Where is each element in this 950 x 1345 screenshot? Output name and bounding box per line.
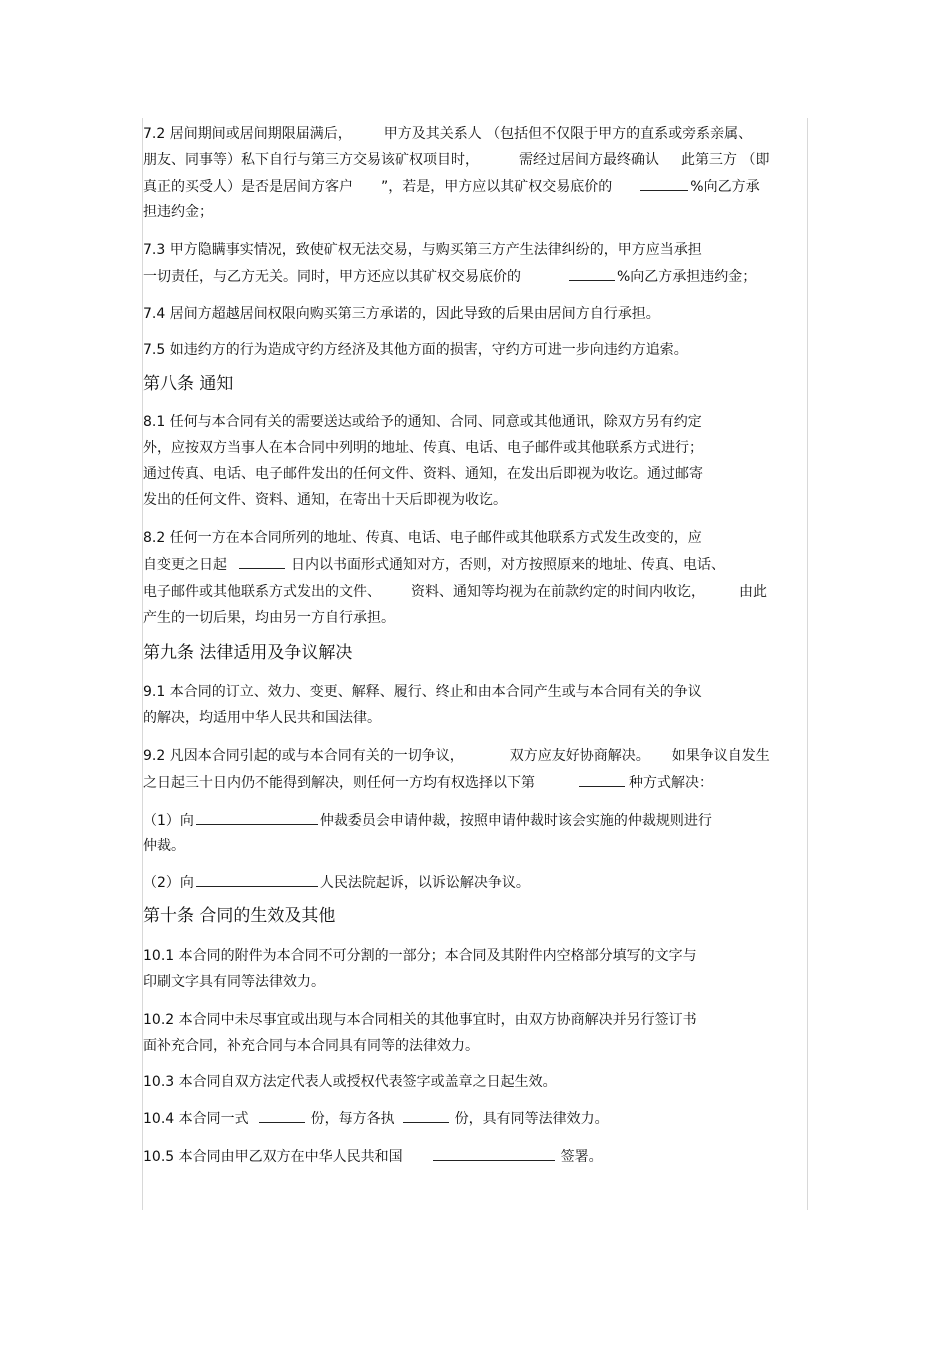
clause-10-5-text-b: 签署。 — [560, 1149, 603, 1165]
clause-7-3-text-b: %向乙方承担违约金； — [617, 269, 757, 285]
clause-10-5-text-a: 10.5 本合同由甲乙双方在中华人民共和国 — [143, 1149, 403, 1165]
clause-8-2-line-4: 产生的一切后果，均由另一方自行承担。 — [143, 610, 395, 626]
clause-10-2-line-1: 10.2 本合同中未尽事宜或出现与本合同相关的其他事宜时，由双方协商解决并另行签订书 — [143, 1012, 697, 1028]
clause-8-1-line-4: 发出的任何文件、资料、通知，在寄出十天后即视为收讫。 — [143, 492, 507, 508]
clause-10-5 — [143, 1146, 603, 1167]
clause-7-5: 7.5 如违约方的行为造成守约方经济及其他方面的损害，守约方可进一步向违约方追索。 — [143, 342, 688, 358]
clause-7-3-line-2 — [143, 266, 756, 287]
option-2-prefix: （2）向 — [143, 875, 194, 891]
arbitration-commission-blank[interactable] — [196, 810, 318, 825]
clause-8-2-text-b: 日内以书面形式通知对方，否则，对方按照原来的地址、传真、电话、 — [291, 557, 725, 573]
clause-9-2-text-c: 如果争议自发生 — [671, 748, 770, 764]
option-1-line-2: 仲裁。 — [143, 838, 185, 854]
copies-each-blank[interactable] — [403, 1108, 449, 1123]
clause-7-2-text-h: %向乙方承 — [690, 179, 760, 195]
clause-9-2-text-e: 种方式解决： — [629, 775, 713, 791]
court-name-blank[interactable] — [196, 872, 318, 887]
clause-8-2-text-d: 资料、通知等均视为在前款约定的时间内收讫， — [411, 584, 705, 600]
clause-9-2-line-2 — [143, 772, 713, 793]
clause-7-2-text-e: 此第三方 （即 — [681, 152, 770, 168]
clause-7-2-line-3 — [143, 176, 760, 197]
clause-10-2-line-2: 面补充合同，补充合同与本合同具有同等的法律效力。 — [143, 1038, 479, 1054]
clause-8-1-line-1: 8.1 任何与本合同有关的需要送达或给予的通知、合同、同意或其他通讯，除双方另有约定 — [143, 414, 702, 430]
option-1-text: 仲裁委员会申请仲裁，按照申请仲裁时该会实施的仲裁规则进行 — [319, 813, 712, 829]
penalty-percent-blank-2[interactable] — [569, 266, 615, 281]
clause-8-2-line-2 — [143, 554, 725, 575]
clause-7-2-text-d: 需经过居间方最终确认 — [519, 152, 659, 168]
clause-7-2-text-a: 7.2 居间期间或居间期限届满后， — [143, 126, 352, 142]
clause-9-1-line-1: 9.1 本合同的订立、效力、变更、解释、履行、终止和由本合同产生或与本合同有关的争议 — [143, 684, 702, 700]
clause-7-2-text-c: 朋友、同事等）私下自行与第三方交易该矿权项目时， — [143, 152, 479, 168]
clause-7-2-line-1 — [143, 124, 752, 144]
clause-8-2-line-3 — [143, 582, 767, 602]
clause-9-2-text-b: 双方应友好协商解决。 — [509, 748, 650, 764]
option-1-line-1 — [143, 810, 712, 831]
clause-9-1-line-2: 的解决，均适用中华人民共和国法律。 — [143, 710, 381, 726]
section-9-heading: 第九条 法律适用及争议解决 — [143, 643, 353, 663]
clause-8-2-text-a: 自变更之日起 — [143, 557, 227, 573]
penalty-percent-blank-1[interactable] — [640, 176, 688, 191]
notice-days-blank[interactable] — [239, 554, 285, 569]
clause-7-2-text-f: 真正的买受人）是否是居间方客户 — [143, 179, 353, 195]
clause-7-2-text-b: 甲方及其关系人 （包括但不仅限于甲方的直系或旁系亲属、 — [383, 126, 753, 142]
option-2-text: 人民法院起诉，以诉讼解决争议。 — [319, 875, 530, 891]
clause-7-2-text-g: ”，若是，甲方应以其矿权交易底价的 — [381, 179, 613, 195]
clause-8-1-line-2: 外，应按双方当事人在本合同中列明的地址、传真、电话、电子邮件或其他联系方式进行； — [143, 440, 703, 456]
section-10-heading: 第十条 合同的生效及其他 — [143, 906, 336, 926]
clause-10-4-text-b: 份，每方各执 — [310, 1111, 395, 1127]
option-1-prefix: （1）向 — [143, 813, 194, 829]
clause-9-2-text-a: 9.2 凡因本合同引起的或与本合同有关的一切争议， — [143, 748, 464, 764]
clause-9-2-line-1 — [143, 746, 770, 766]
clause-8-2-text-c: 电子邮件或其他联系方式发出的文件、 — [143, 584, 381, 600]
copies-total-blank[interactable] — [259, 1108, 305, 1123]
option-2-line — [143, 872, 530, 893]
clause-7-3-text-a: 一切责任，与乙方无关。同时，甲方还应以其矿权交易底价的 — [143, 269, 521, 285]
section-8-heading: 第八条 通知 — [143, 374, 234, 394]
clause-7-4: 7.4 居间方超越居间权限向购买第三方承诺的，因此导致的后果由居间方自行承担。 — [143, 306, 660, 322]
signing-place-blank[interactable] — [433, 1146, 555, 1161]
clause-7-2-line-2 — [143, 150, 769, 170]
clause-8-2-line-1: 8.2 任何一方在本合同所列的地址、传真、电话、电子邮件或其他联系方式发生改变的，应 — [143, 530, 702, 546]
clause-10-3: 10.3 本合同自双方法定代表人或授权代表签字或盖章之日起生效。 — [143, 1074, 557, 1090]
clause-8-1-line-3: 通过传真、电话、电子邮件发出的任何文件、资料、通知，在发出后即视为收讫。通过邮寄 — [143, 466, 703, 482]
clause-7-2-line-4: 担违约金； — [143, 204, 213, 220]
clause-8-2-text-e: 由此 — [739, 584, 767, 600]
clause-10-4-text-a: 10.4 本合同一式 — [143, 1111, 249, 1127]
clause-10-4 — [143, 1108, 609, 1129]
dispute-method-blank[interactable] — [579, 772, 625, 787]
clause-10-1-line-2: 印刷文字具有同等法律效力。 — [143, 974, 325, 990]
clause-7-3-line-1: 7.3 甲方隐瞒事实情况，致使矿权无法交易，与购买第三方产生法律纠纷的，甲方应当承担 — [143, 242, 702, 258]
clause-10-1-line-1: 10.1 本合同的附件为本合同不可分割的一部分；本合同及其附件内空格部分填写的文字与 — [143, 948, 697, 964]
clause-10-4-text-c: 份，具有同等法律效力。 — [454, 1111, 609, 1127]
clause-9-2-text-d: 之日起三十日内仍不能得到解决，则任何一方均有权选择以下第 — [143, 775, 535, 791]
